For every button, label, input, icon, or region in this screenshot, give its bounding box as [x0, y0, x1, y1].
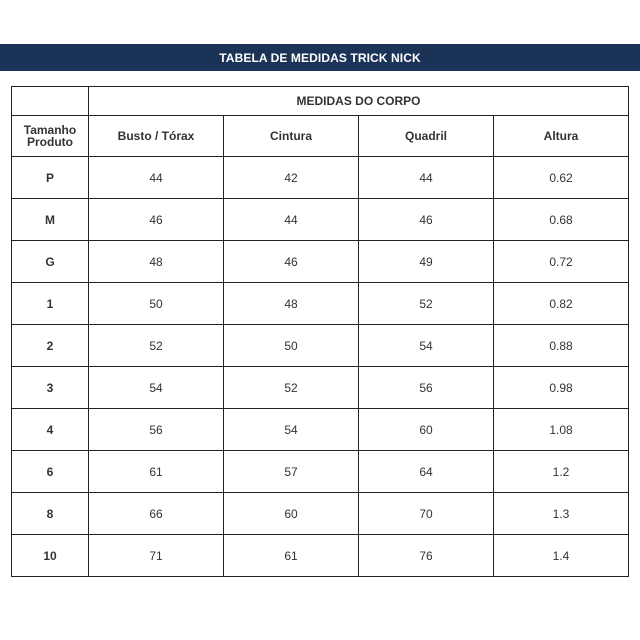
cell-altura: 0.88 — [494, 325, 629, 367]
header-group-row — [12, 87, 629, 116]
cell-cintura: 54 — [224, 409, 359, 451]
size-chart-table — [11, 86, 629, 577]
table-row — [12, 367, 629, 409]
cell-altura: 0.68 — [494, 199, 629, 241]
cell-altura: 0.98 — [494, 367, 629, 409]
cell-cintura: 61 — [224, 535, 359, 577]
cell-quadril: 70 — [359, 493, 494, 535]
header-corner-cell — [12, 87, 89, 116]
cell-altura: 0.72 — [494, 241, 629, 283]
table-row — [12, 493, 629, 535]
cell-busto: 48 — [89, 241, 224, 283]
header-columns-row — [12, 116, 629, 157]
size-header-line2: Produto — [27, 135, 73, 149]
cell-quadril: 56 — [359, 367, 494, 409]
cell-cintura: 60 — [224, 493, 359, 535]
table-row — [12, 409, 629, 451]
cell-quadril: 76 — [359, 535, 494, 577]
table-row — [12, 241, 629, 283]
cell-cintura: 44 — [224, 199, 359, 241]
table-body — [12, 157, 629, 577]
cell-busto: 56 — [89, 409, 224, 451]
size-cell: 10 — [12, 535, 89, 577]
size-cell: 2 — [12, 325, 89, 367]
cell-cintura: 57 — [224, 451, 359, 493]
cell-cintura: 48 — [224, 283, 359, 325]
size-cell: 4 — [12, 409, 89, 451]
size-cell: 1 — [12, 283, 89, 325]
cell-busto: 50 — [89, 283, 224, 325]
cell-busto: 52 — [89, 325, 224, 367]
size-cell: 3 — [12, 367, 89, 409]
size-column-header — [12, 116, 89, 157]
column-header-quadril: Quadril — [359, 116, 494, 157]
cell-busto: 61 — [89, 451, 224, 493]
cell-busto: 46 — [89, 199, 224, 241]
cell-busto: 44 — [89, 157, 224, 199]
cell-cintura: 46 — [224, 241, 359, 283]
size-cell: G — [12, 241, 89, 283]
size-cell: 8 — [12, 493, 89, 535]
cell-quadril: 44 — [359, 157, 494, 199]
cell-quadril: 64 — [359, 451, 494, 493]
cell-altura: 1.2 — [494, 451, 629, 493]
cell-quadril: 54 — [359, 325, 494, 367]
cell-cintura: 50 — [224, 325, 359, 367]
size-cell: P — [12, 157, 89, 199]
cell-altura: 0.62 — [494, 157, 629, 199]
cell-cintura: 52 — [224, 367, 359, 409]
table-row — [12, 157, 629, 199]
table-row — [12, 283, 629, 325]
cell-cintura: 42 — [224, 157, 359, 199]
cell-altura: 1.08 — [494, 409, 629, 451]
page-title: TABELA DE MEDIDAS TRICK NICK — [0, 44, 640, 71]
cell-quadril: 52 — [359, 283, 494, 325]
table-row — [12, 451, 629, 493]
column-header-busto: Busto / Tórax — [89, 116, 224, 157]
cell-busto: 71 — [89, 535, 224, 577]
cell-altura: 1.4 — [494, 535, 629, 577]
cell-busto: 66 — [89, 493, 224, 535]
size-header-line1: Tamanho — [23, 123, 77, 137]
column-header-altura: Altura — [494, 116, 629, 157]
size-cell: M — [12, 199, 89, 241]
cell-altura: 0.82 — [494, 283, 629, 325]
cell-busto: 54 — [89, 367, 224, 409]
cell-altura: 1.3 — [494, 493, 629, 535]
column-header-cintura: Cintura — [224, 116, 359, 157]
cell-quadril: 60 — [359, 409, 494, 451]
size-cell: 6 — [12, 451, 89, 493]
table-row — [12, 535, 629, 577]
table-row — [12, 325, 629, 367]
cell-quadril: 46 — [359, 199, 494, 241]
group-header: MEDIDAS DO CORPO — [89, 87, 629, 116]
cell-quadril: 49 — [359, 241, 494, 283]
table-row — [12, 199, 629, 241]
